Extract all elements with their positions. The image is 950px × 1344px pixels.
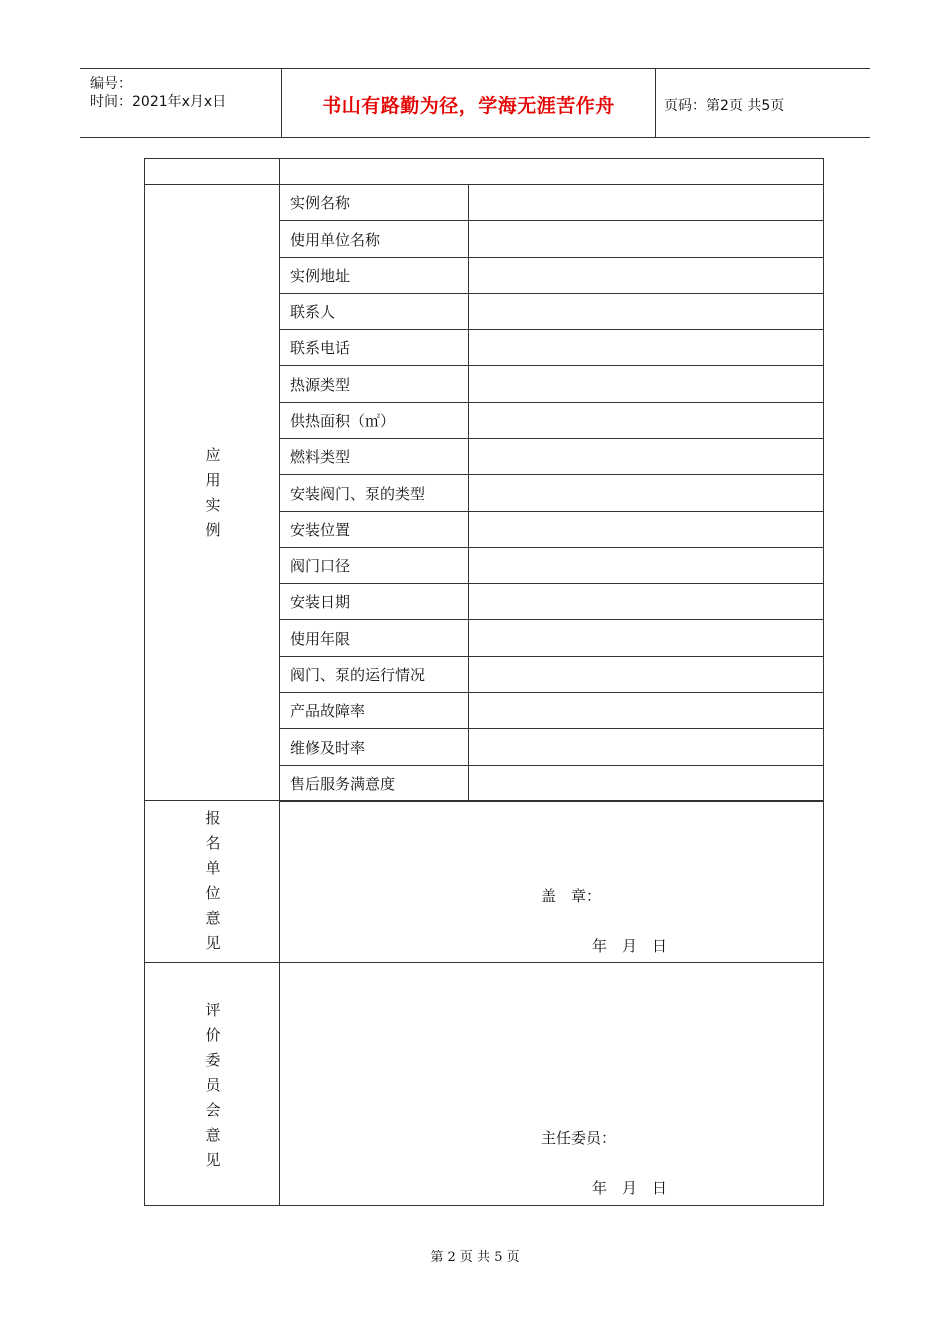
field-label-cell [279, 728, 469, 766]
time-label: 时间：2021年x月x日 [90, 94, 227, 110]
label-char: 单 [205, 859, 221, 877]
field-label-cell [279, 402, 469, 439]
field-value-cell[interactable] [468, 583, 824, 620]
committee-date-label: 年 月 日 [592, 1179, 668, 1197]
field-label: 热源类型 [290, 375, 351, 394]
application-section-label [145, 443, 281, 543]
field-label-cell [279, 184, 469, 221]
number-label: 编号： [90, 76, 132, 92]
field-value-cell[interactable] [468, 728, 824, 766]
field-value-cell[interactable] [468, 293, 824, 330]
field-value-cell[interactable] [468, 765, 824, 802]
field-label-cell [279, 765, 469, 802]
field-label: 安装阀门、泵的类型 [290, 484, 426, 503]
motto-text: 书山有路勤为径，学海无涯苦作舟 [322, 95, 615, 117]
field-label: 联系人 [290, 303, 336, 321]
label-char: 用 [205, 471, 221, 489]
label-char: 员 [205, 1076, 221, 1094]
field-label-cell [279, 547, 469, 584]
label-char: 评 [205, 1001, 221, 1019]
label-char: 见 [205, 1151, 221, 1169]
header-meta [80, 69, 281, 137]
label-char: 见 [205, 934, 221, 952]
label-char: 意 [205, 1126, 221, 1144]
field-value-cell[interactable] [468, 220, 824, 258]
applicant-opinion-label-cell [144, 800, 280, 963]
seal-label: 盖 章： [541, 887, 602, 905]
field-label-cell [279, 692, 469, 729]
field-label-cell [279, 583, 469, 620]
field-label-cell [279, 656, 469, 693]
field-value-cell[interactable] [468, 402, 824, 439]
field-value-cell[interactable] [468, 474, 824, 512]
field-value-cell[interactable] [468, 619, 824, 657]
field-value-cell[interactable] [468, 511, 824, 548]
label-char: 价 [205, 1026, 221, 1044]
field-label: 实例地址 [290, 267, 351, 285]
field-label: 实例名称 [290, 194, 351, 212]
field-value-cell[interactable] [468, 438, 824, 475]
field-value-cell[interactable] [468, 257, 824, 294]
field-label: 维修及时率 [290, 738, 366, 757]
form-table [144, 158, 824, 1206]
field-label-cell [279, 474, 469, 512]
field-label: 燃料类型 [290, 448, 351, 466]
label-char: 报 [205, 809, 221, 827]
field-label-cell [279, 293, 469, 330]
field-label: 使用单位名称 [290, 230, 381, 249]
field-value-cell[interactable] [468, 656, 824, 693]
field-value-cell[interactable] [468, 184, 824, 221]
field-label: 安装日期 [290, 593, 351, 611]
label-char: 实 [205, 496, 221, 514]
field-label: 安装位置 [290, 521, 351, 539]
label-char: 应 [205, 446, 221, 464]
field-label-cell [279, 257, 469, 294]
field-label: 产品故障率 [290, 702, 366, 720]
field-label: 阀门、泵的运行情况 [290, 666, 426, 684]
page-info: 页码：第2页 共5页 [664, 98, 785, 114]
label-char: 名 [205, 834, 221, 852]
field-label-cell [279, 438, 469, 475]
blank-header-cell-left [144, 158, 280, 185]
field-label: 使用年限 [290, 629, 351, 648]
field-label: 供热面积（㎡） [290, 412, 396, 430]
field-label-cell [279, 329, 469, 366]
field-value-cell[interactable] [468, 692, 824, 729]
field-value-cell[interactable] [468, 365, 824, 403]
committee-opinion-label-cell [144, 962, 280, 1206]
applicant-opinion-label [145, 806, 281, 956]
label-char: 位 [205, 884, 221, 902]
label-char: 委 [205, 1051, 221, 1069]
applicant-opinion-field[interactable] [279, 800, 824, 963]
field-label: 售后服务满意度 [290, 775, 396, 793]
label-char: 会 [205, 1101, 221, 1119]
field-label-cell [279, 619, 469, 657]
application-section-label-cell [144, 184, 280, 801]
field-value-cell[interactable] [468, 329, 824, 366]
blank-header-cell-right [279, 158, 824, 185]
header-page-cell [656, 69, 870, 137]
field-label-cell [279, 220, 469, 258]
label-char: 例 [205, 521, 221, 539]
field-value-cell[interactable] [468, 547, 824, 584]
field-label: 阀门口径 [290, 557, 351, 575]
director-label: 主任委员： [541, 1129, 617, 1147]
field-label: 联系电话 [290, 339, 351, 357]
committee-opinion-label [145, 998, 281, 1173]
label-char: 意 [205, 909, 221, 927]
field-label-cell [279, 511, 469, 548]
field-label-cell [279, 365, 469, 403]
applicant-date-label: 年 月 日 [592, 937, 668, 955]
page-footer: 第 2 页 共 5 页 [430, 1250, 520, 1265]
header-motto-cell [281, 69, 656, 137]
document-header [80, 68, 870, 138]
committee-opinion-field[interactable] [279, 962, 824, 1206]
